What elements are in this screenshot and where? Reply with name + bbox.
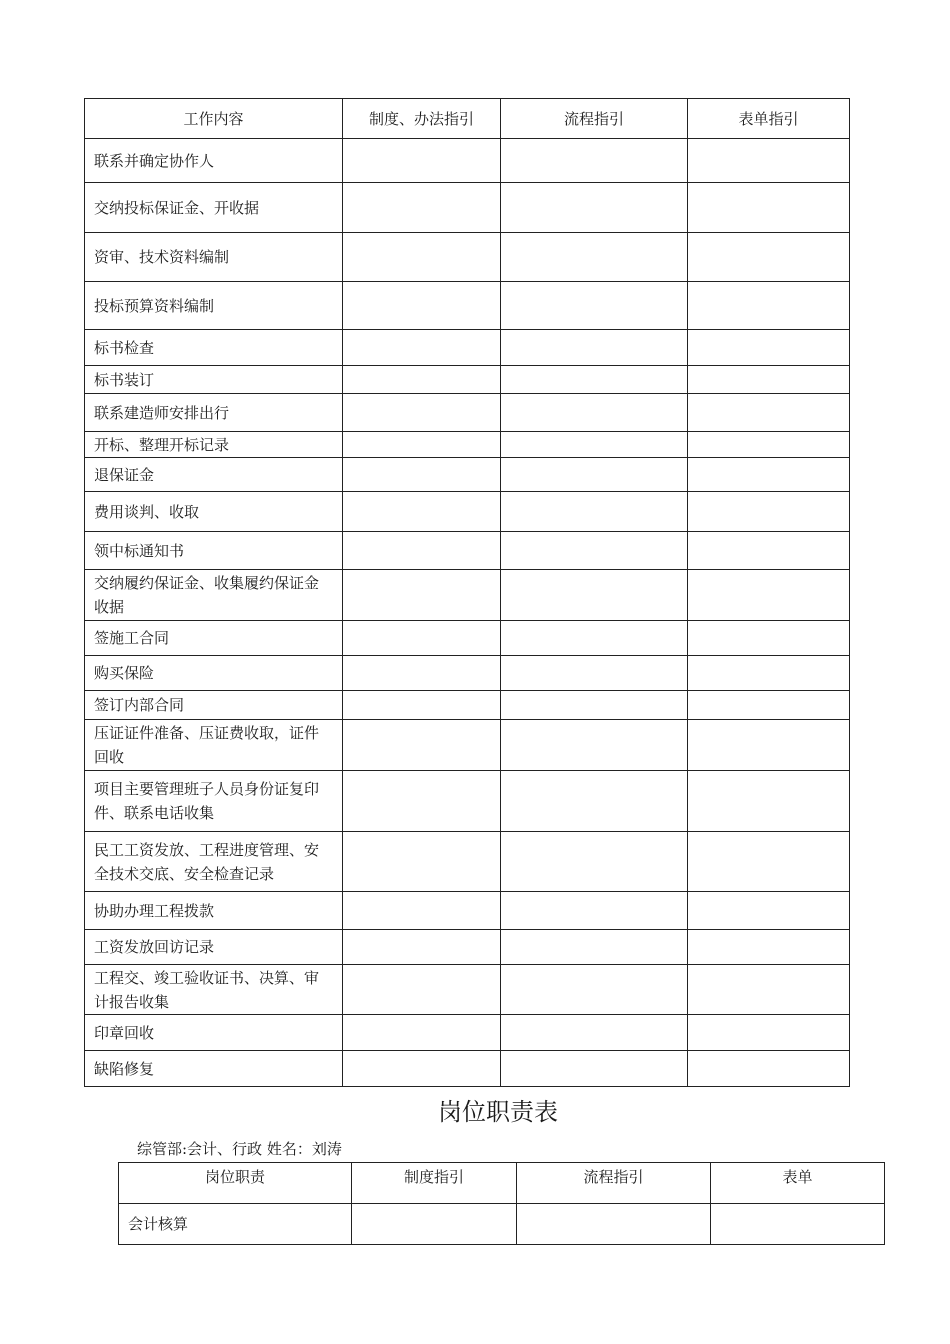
task-cell: 印章回收 — [85, 1015, 343, 1051]
task-cell: 协助办理工程拨款 — [85, 892, 343, 930]
header-form: 表单 — [711, 1163, 885, 1204]
header-duty: 岗位职责 — [119, 1163, 352, 1204]
table-row — [85, 930, 850, 965]
task-cell: 缺陷修复 — [85, 1051, 343, 1087]
duty-table — [118, 1162, 885, 1245]
task-cell: 开标、整理开标记录 — [85, 432, 343, 458]
task-cell: 联系并确定协作人 — [85, 139, 343, 183]
table-row — [85, 570, 850, 621]
table-row — [85, 366, 850, 394]
table-row — [85, 720, 850, 771]
work-content-table — [84, 98, 850, 1087]
task-cell: 资审、技术资料编制 — [85, 233, 343, 282]
task-cell: 标书检查 — [85, 330, 343, 366]
table-row — [85, 458, 850, 492]
table-row — [85, 532, 850, 570]
task-cell: 民工工资发放、工程进度管理、安全技术交底、安全检查记录 — [85, 832, 343, 892]
task-cell: 工程交、竣工验收证书、决算、审计报告收集 — [85, 965, 343, 1015]
table-row — [85, 771, 850, 832]
table-row — [85, 492, 850, 532]
table-row — [85, 965, 850, 1015]
table-row — [85, 432, 850, 458]
task-cell: 工资发放回访记录 — [85, 930, 343, 965]
table-row — [85, 233, 850, 282]
table-row — [85, 691, 850, 720]
table-row — [85, 139, 850, 183]
task-cell: 签施工合同 — [85, 621, 343, 656]
header-form-guide: 表单指引 — [688, 99, 850, 139]
table-header-row — [119, 1163, 885, 1204]
header-work-content: 工作内容 — [85, 99, 343, 139]
task-cell: 交纳投标保证金、开收据 — [85, 183, 343, 233]
task-cell: 会计核算 — [119, 1204, 352, 1245]
table-row — [85, 656, 850, 691]
table-row — [119, 1204, 885, 1245]
table-row — [85, 892, 850, 930]
header-process-guide: 流程指引 — [501, 99, 688, 139]
table-row — [85, 832, 850, 892]
section-title: 岗位职责表 — [438, 1098, 558, 1126]
task-cell: 压证证件准备、压证费收取，证件回收 — [85, 720, 343, 771]
table-row — [85, 1051, 850, 1087]
task-cell: 项目主要管理班子人员身份证复印件、联系电话收集 — [85, 771, 343, 832]
header-process-guide: 流程指引 — [517, 1163, 711, 1204]
header-system-guide: 制度、办法指引 — [343, 99, 501, 139]
task-cell: 交纳履约保证金、收集履约保证金收据 — [85, 570, 343, 621]
department-name-line: 综管部:会计、行政 姓名：刘涛 — [137, 1140, 342, 1158]
table-row — [85, 183, 850, 233]
table-row — [85, 621, 850, 656]
table-row — [85, 1015, 850, 1051]
header-system-guide: 制度指引 — [352, 1163, 517, 1204]
task-cell: 签订内部合同 — [85, 691, 343, 720]
table-row — [85, 330, 850, 366]
task-cell: 投标预算资料编制 — [85, 282, 343, 330]
task-cell: 联系建造师安排出行 — [85, 394, 343, 432]
task-cell: 费用谈判、收取 — [85, 492, 343, 532]
table-header-row — [85, 99, 850, 139]
task-cell: 标书装订 — [85, 366, 343, 394]
table-row — [85, 394, 850, 432]
table-row — [85, 282, 850, 330]
task-cell: 购买保险 — [85, 656, 343, 691]
task-cell: 退保证金 — [85, 458, 343, 492]
task-cell: 领中标通知书 — [85, 532, 343, 570]
